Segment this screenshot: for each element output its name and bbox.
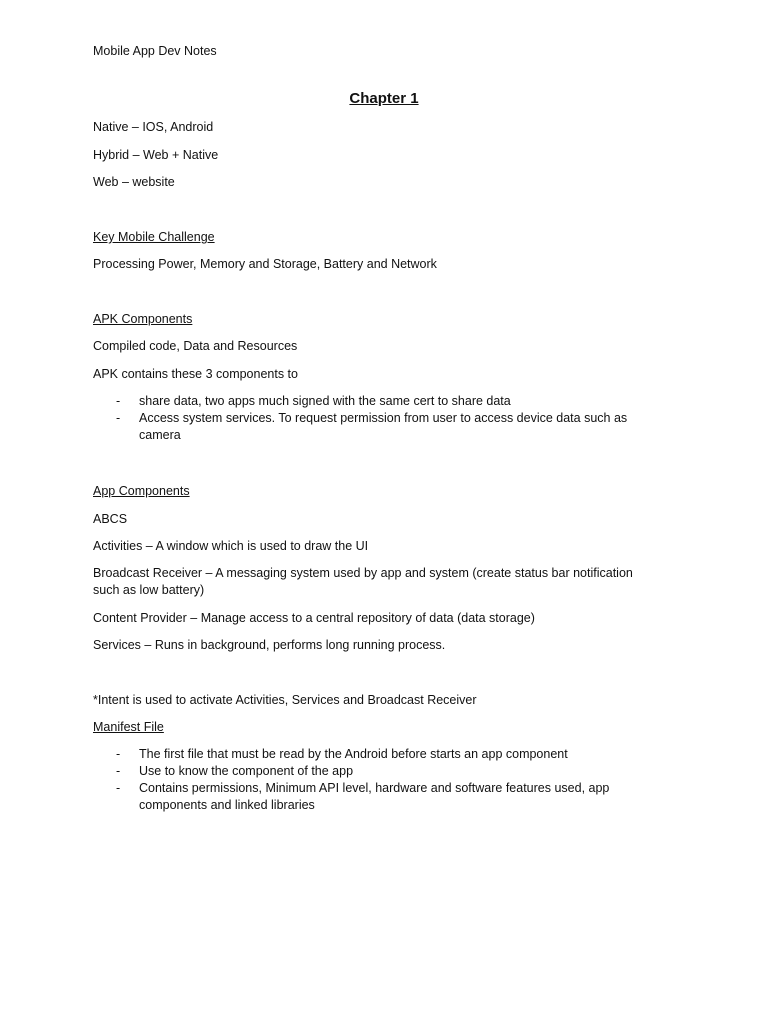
manifest-heading: Manifest File	[93, 720, 164, 734]
type-hybrid: Hybrid – Web + Native	[93, 148, 219, 162]
manifest-bullet-list	[93, 746, 643, 814]
key-challenge-text: Processing Power, Memory and Storage, Battery and Network	[93, 257, 437, 271]
apk-line-1: Compiled code, Data and Resources	[93, 339, 298, 353]
intent-note: *Intent is used to activate Activities, Services and Broadcast Receiver	[93, 693, 477, 707]
apk-heading: APK Components	[93, 312, 193, 326]
activities-line: Activities – A window which is used to draw the UI	[93, 539, 369, 553]
type-native: Native – IOS, Android	[93, 120, 214, 134]
list-item: - share data, two apps much signed with the same cert to share data	[93, 393, 648, 410]
document-header: Mobile App Dev Notes	[93, 44, 217, 58]
list-item: - Contains permissions, Minimum API level, hardware and software features used, app components and linked libraries	[93, 780, 643, 814]
abcs-label: ABCS	[93, 512, 128, 526]
app-components-heading: App Components	[93, 484, 190, 498]
key-challenge-heading: Key Mobile Challenge	[93, 230, 215, 244]
type-web: Web – website	[93, 175, 175, 189]
services-line: Services – Runs in background, performs long running process.	[93, 638, 446, 652]
apk-line-2: APK contains these 3 components to	[93, 367, 298, 381]
broadcast-receiver-line: Broadcast Receiver – A messaging system used by app and system (create status bar notification such as low battery)	[93, 566, 633, 597]
list-item: - The first file that must be read by the Android before starts an app component	[93, 746, 643, 763]
list-item: - Use to know the component of the app	[93, 763, 643, 780]
apk-bullet-list	[93, 393, 648, 444]
chapter-title: Chapter 1	[349, 90, 419, 107]
list-item: - Access system services. To request permission from user to access device data such as camera	[93, 410, 648, 444]
content-provider-line: Content Provider – Manage access to a central repository of data (data storage)	[93, 611, 535, 625]
